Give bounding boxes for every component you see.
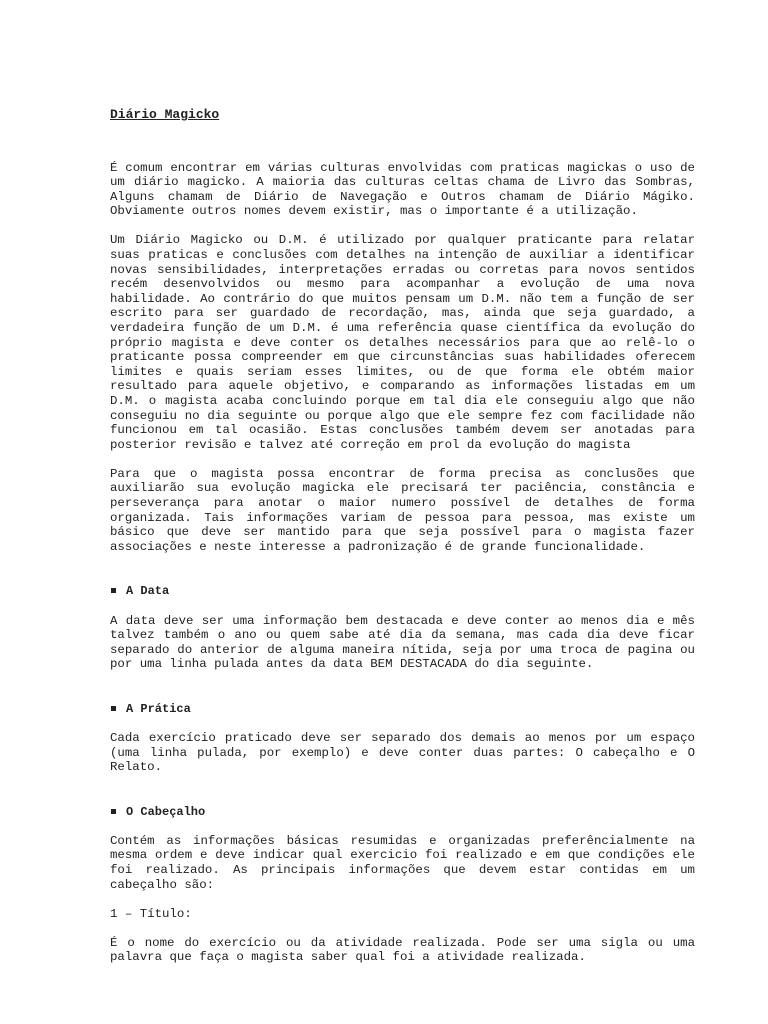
section-heading-label: A Prática: [126, 701, 191, 716]
section-heading-label: A Data: [126, 584, 170, 599]
list-item-paragraph: É o nome do exercício ou da atividade realizada. Pode ser uma sigla ou uma palavra que faça o magista saber qual foi a atividade realizada.: [110, 935, 695, 965]
section-paragraph-pratica: Cada exercício praticado deve ser separado dos demais ao menos por um espaço (uma linha pulada, por exemplo) e deve conter duas partes: O cabeçalho e O Relato.: [110, 731, 695, 775]
section-paragraph-data: A data deve ser uma informação bem destacada e deve conter ao menos dia e mês talvez também o ano ou quem sabe até dia da semana, mas cada dia deve ficar separado do anterior de alguma maneira nítida, seja por uma troca de pagina ou por uma linha pulada antes da data BEM DESTACADA do dia seguinte.: [110, 613, 695, 672]
intro-paragraph-3: Para que o magista possa encontrar de forma precisa as conclusões que auxiliarão sua evolução magicka ele precisará ter paciência, constância e perseverança para anotar o maior numero possível de detalhes de forma organizada. Tais informações variam de pessoa para pessoa, mas existe um básico que deve ser mantido para que seja possível para o magista fazer associações e neste interesse a padronização é de grande funcionalidade.: [110, 466, 695, 554]
section-heading-cabecalho: [110, 805, 695, 820]
document-title: Diário Magicko: [110, 107, 220, 122]
section-heading-data: [110, 584, 695, 599]
section-heading-label: O Cabeçalho: [126, 804, 206, 819]
section-heading-pratica: [110, 702, 695, 717]
square-bullet-icon: [111, 588, 116, 593]
intro-paragraph-1: É comum encontrar em várias culturas envolvidas com praticas magickas o uso de um diário magicko. A maioria das culturas celtas chama de Livro das Sombras, Alguns chamam de Diário de Navegação e Outros chamam de Diário Mágiko. Obviamente outros nomes devem existir, mas o importante é a utilização.: [110, 160, 695, 219]
document-page: [110, 108, 695, 980]
square-bullet-icon: [111, 809, 116, 814]
list-item-label: 1 – Título:: [110, 906, 192, 921]
square-bullet-icon: [111, 706, 116, 711]
section-paragraph-cabecalho: Contém as informações básicas resumidas e organizadas preferêncialmente na mesma ordem e deve indicar qual exercicio foi realizado e em que condições ele foi realizado. As principais informações que devem estar contidas em um cabeçalho são:: [110, 833, 695, 892]
intro-paragraph-2: Um Diário Magicko ou D.M. é utilizado por qualquer praticante para relatar suas praticas e conclusões com detalhes na intenção de auxiliar a identificar novas sensibilidades, interpretações erradas ou corretas para novos sentidos recém desenvolvidos ou mesmo para acompanhar a evolução de uma nova habilidade. Ao contrário do que muitos pensam um D.M. não tem a função de ser escrito para ser guardado de recordação, mas, ainda que seja guardado, a verdadeira função de um D.M. é uma referência quase científica da evolução do próprio magista e deve conter os detalhes necessários para que ao relê-lo o praticante possa compreender em que circunstâncias suas habilidades oferecem limites e quais seriam esses limites, ou de que forma ele obtém maior resultado para aquele objetivo, e comparando as informações listadas em um D.M. o magista acaba concluindo porque em tal dia ele conseguiu algo que não conseguiu no dia seguinte ou porque algo que ele sempre fez com facilidade não funcionou em tal ocasião. Estas conclusões também devem ser anotadas para posterior revisão e talvez até correção em prol da evolução do magista: [110, 233, 695, 452]
